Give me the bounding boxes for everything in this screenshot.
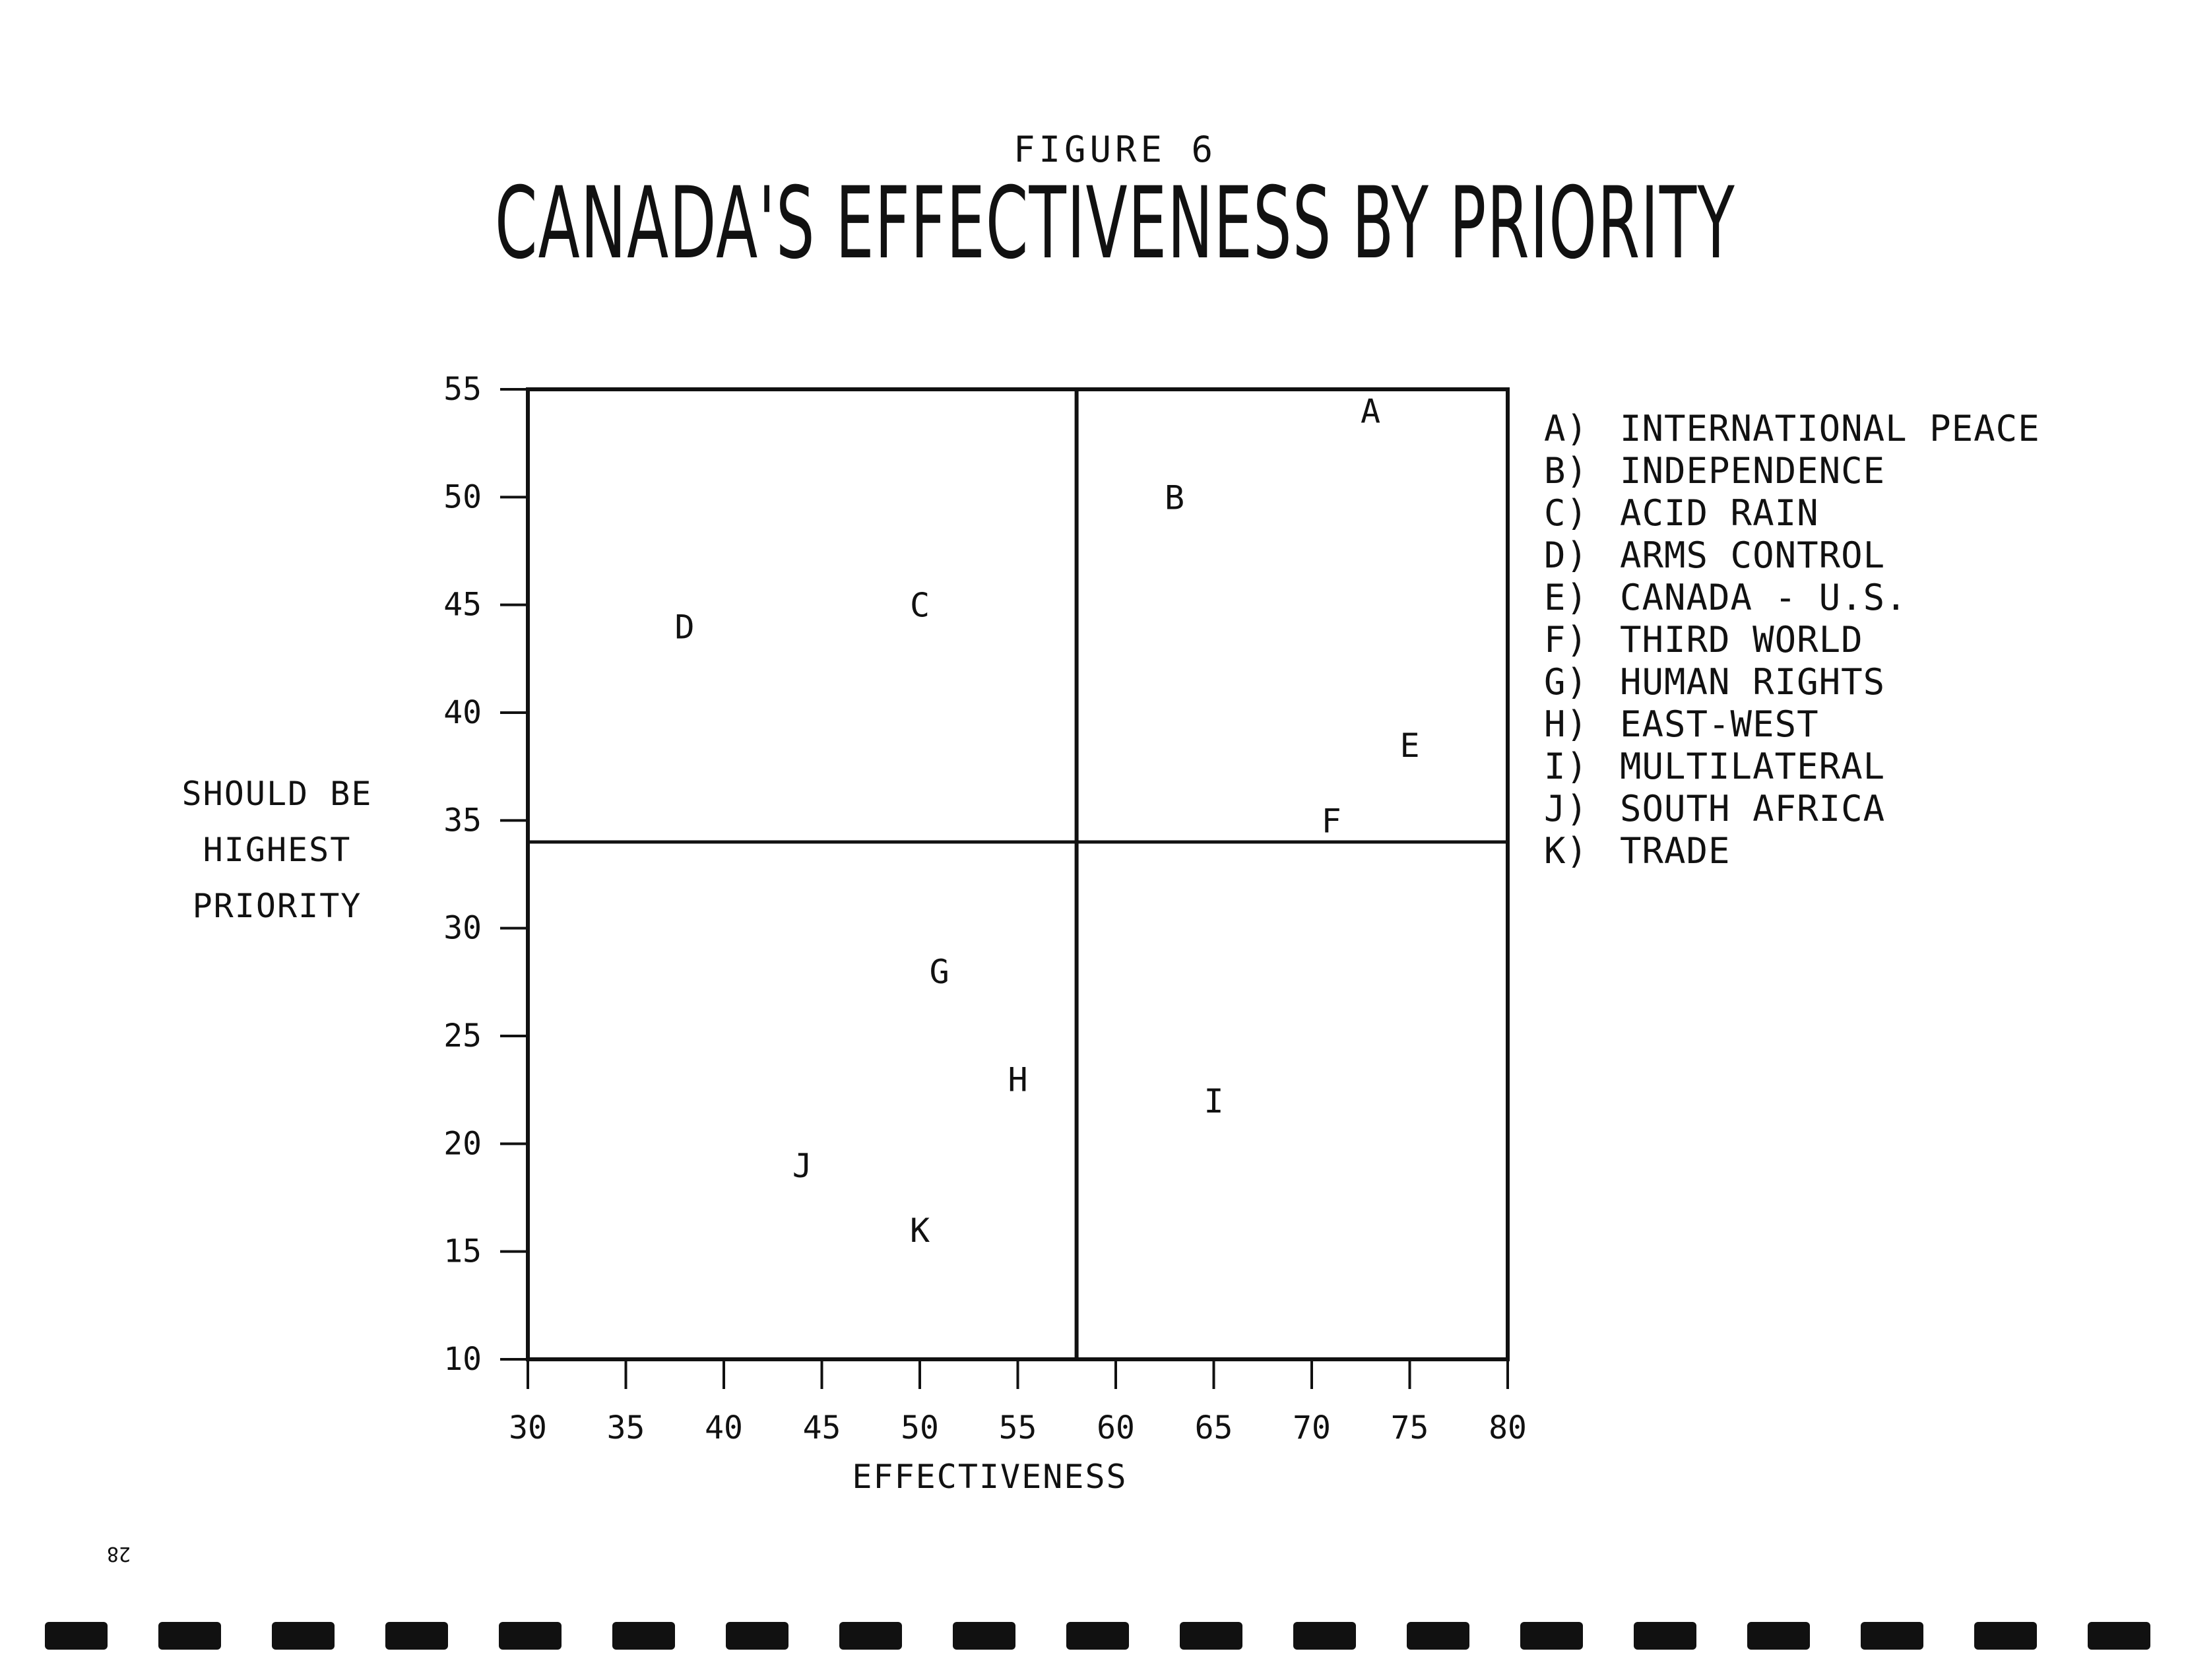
legend-key: J)	[1544, 788, 1589, 829]
legend-item	[1544, 534, 1885, 576]
y-tick-label: 30	[443, 909, 482, 947]
dash-mark	[499, 1622, 562, 1650]
y-tick-label: 55	[443, 371, 482, 408]
data-point-labels	[675, 393, 1420, 1250]
legend-item	[1544, 619, 1863, 661]
y-axis-ticks	[443, 371, 528, 1378]
x-tick-label: 50	[901, 1409, 939, 1446]
legend-item	[1544, 830, 1731, 872]
data-point-g: G	[929, 953, 949, 991]
legend-key: K)	[1544, 830, 1589, 872]
dash-mark	[1293, 1622, 1356, 1650]
legend-label: EAST-WEST	[1620, 703, 1819, 745]
dash-mark	[1520, 1622, 1583, 1650]
data-point-c: C	[909, 586, 930, 625]
plot-frame	[528, 389, 1508, 1359]
legend-key: E)	[1544, 577, 1589, 618]
legend-item	[1544, 703, 1819, 745]
legend-label: MULTILATERAL	[1620, 746, 1886, 787]
legend-label: SOUTH AFRICA	[1620, 788, 1886, 829]
dash-mark	[1747, 1622, 1810, 1650]
dash-mark	[45, 1622, 108, 1650]
legend-item	[1544, 788, 1885, 829]
legend-key: I)	[1544, 746, 1589, 787]
dash-mark	[1634, 1622, 1696, 1650]
y-tick-label: 40	[443, 694, 482, 731]
y-tick-label: 35	[443, 802, 482, 839]
legend-key: G)	[1544, 661, 1589, 703]
data-point-h: H	[1008, 1060, 1028, 1099]
legend-label: ACID RAIN	[1620, 492, 1819, 534]
x-tick-label: 60	[1097, 1409, 1135, 1446]
x-tick-label: 35	[606, 1409, 645, 1446]
legend-item	[1544, 492, 1819, 534]
legend-key: A)	[1544, 408, 1589, 449]
legend-item	[1544, 577, 1908, 618]
y-axis-label-line-2: HIGHEST	[203, 831, 352, 869]
dash-mark	[385, 1622, 448, 1650]
legend-item	[1544, 408, 2040, 449]
x-tick-label: 55	[998, 1409, 1037, 1446]
x-tick-label: 65	[1194, 1409, 1233, 1446]
x-tick-label: 45	[802, 1409, 841, 1446]
dash-mark	[1180, 1622, 1242, 1650]
legend	[1544, 408, 2040, 872]
x-tick-label: 30	[509, 1409, 547, 1446]
x-tick-label: 40	[705, 1409, 743, 1446]
legend-label: ARMS CONTROL	[1620, 534, 1886, 576]
data-point-k: K	[909, 1212, 930, 1250]
legend-key: H)	[1544, 703, 1589, 745]
chart-title: CANADA'S EFFECTIVENESS BY PRIORITY	[495, 166, 1735, 281]
legend-item	[1544, 661, 1885, 703]
dash-mark	[839, 1622, 902, 1650]
dash-mark	[272, 1622, 335, 1650]
legend-label: CANADA - U.S.	[1620, 577, 1908, 618]
legend-key: C)	[1544, 492, 1589, 534]
legend-label: TRADE	[1620, 830, 1731, 872]
data-point-j: J	[792, 1147, 812, 1185]
y-tick-label: 45	[443, 586, 482, 624]
dash-mark	[612, 1622, 675, 1650]
data-point-a: A	[1361, 392, 1381, 431]
y-tick-label: 10	[443, 1341, 482, 1378]
legend-item	[1544, 746, 1885, 787]
legend-key: F)	[1544, 619, 1589, 661]
dash-mark	[158, 1622, 221, 1650]
x-axis-label: EFFECTIVENESS	[852, 1458, 1128, 1496]
legend-key: B)	[1544, 450, 1589, 492]
dash-mark	[1974, 1622, 2037, 1650]
y-tick-label: 50	[443, 478, 482, 516]
y-axis-label	[182, 775, 373, 925]
dash-mark	[953, 1622, 1015, 1650]
dash-mark	[1861, 1622, 1923, 1650]
data-point-b: B	[1165, 478, 1185, 517]
bottom-dash-marks	[45, 1622, 2150, 1650]
legend-label: INTERNATIONAL PEACE	[1620, 408, 2040, 449]
y-axis-label-line-1: SHOULD BE	[181, 775, 373, 813]
legend-label: HUMAN RIGHTS	[1620, 661, 1886, 703]
y-tick-label: 15	[443, 1233, 482, 1270]
legend-item	[1544, 450, 1885, 492]
x-tick-label: 75	[1390, 1409, 1429, 1446]
legend-label: INDEPENDENCE	[1620, 450, 1886, 492]
data-point-i: I	[1204, 1082, 1224, 1120]
data-point-e: E	[1399, 727, 1420, 765]
dash-mark	[726, 1622, 788, 1650]
x-tick-label: 70	[1293, 1409, 1331, 1446]
figure-number: FIGURE 6	[1013, 129, 1217, 170]
page-number: 28	[106, 1542, 131, 1565]
data-point-d: D	[674, 608, 695, 647]
dash-mark	[2088, 1622, 2150, 1650]
dash-mark	[1066, 1622, 1129, 1650]
x-tick-label: 80	[1489, 1409, 1527, 1446]
y-tick-label: 25	[443, 1018, 482, 1054]
legend-label: THIRD WORLD	[1620, 619, 1863, 661]
y-axis-label-line-3: PRIORITY	[192, 887, 362, 925]
x-axis-ticks	[509, 1359, 1527, 1446]
data-point-f: F	[1321, 802, 1341, 841]
dash-mark	[1407, 1622, 1469, 1650]
y-tick-label: 20	[443, 1125, 482, 1163]
legend-key: D)	[1544, 534, 1589, 576]
